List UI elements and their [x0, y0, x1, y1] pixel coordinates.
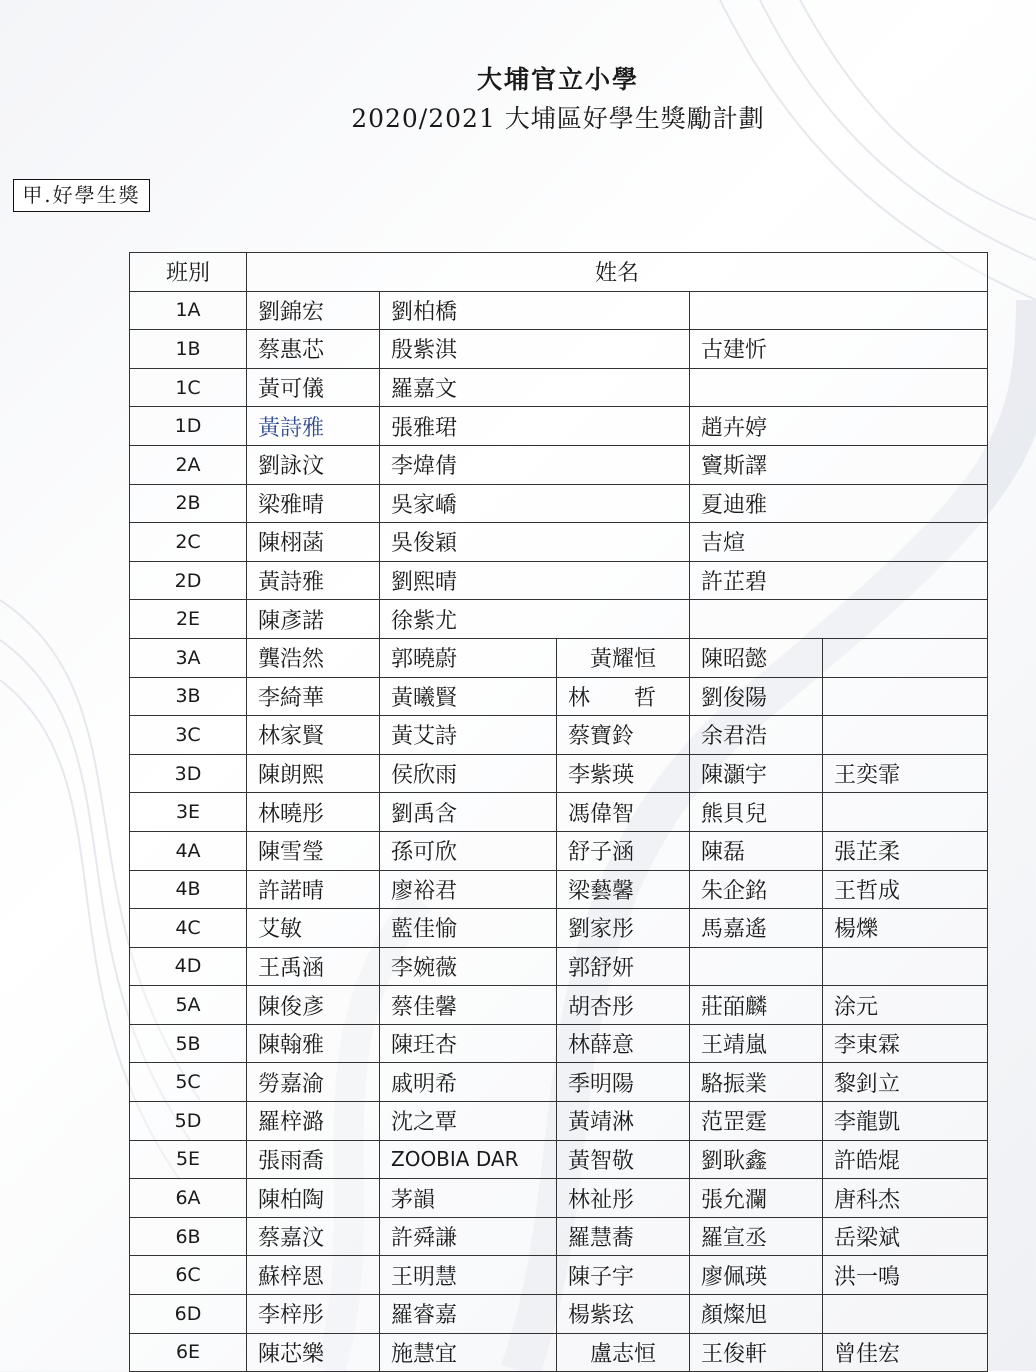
table-row — [130, 445, 988, 484]
name-cell: 涂元 — [823, 986, 988, 1025]
name-cell: 劉詠汶 — [247, 445, 380, 484]
name-cell: ZOOBIA DAR — [380, 1140, 557, 1179]
class-cell: 1D — [130, 407, 247, 446]
table-row — [130, 716, 988, 755]
table-row — [130, 484, 988, 523]
name-cell: 林曉彤 — [247, 793, 380, 832]
name-cell: 胡杏彤 — [557, 986, 690, 1025]
table-row — [130, 1024, 988, 1063]
name-cell: 梁藝馨 — [557, 870, 690, 909]
name-cell: 王靖嵐 — [690, 1024, 823, 1063]
name-cell: 岳梁斌 — [823, 1217, 988, 1256]
name-cell: 吳俊穎 — [380, 523, 690, 562]
class-cell: 6C — [130, 1256, 247, 1295]
name-cell: 楊紫玹 — [557, 1295, 690, 1334]
table-body — [130, 291, 988, 1372]
name-cell — [690, 368, 988, 407]
name-cell: 黃耀恒 — [557, 638, 690, 677]
name-cell: 陳彥諾 — [247, 600, 380, 639]
name-cell: 黃艾詩 — [380, 716, 557, 755]
class-cell: 3B — [130, 677, 247, 716]
name-cell: 陳栩菡 — [247, 523, 380, 562]
class-cell: 4C — [130, 909, 247, 948]
name-cell — [823, 716, 988, 755]
table-row — [130, 1333, 988, 1372]
name-cell: 李婉薇 — [380, 947, 557, 986]
table-row — [130, 523, 988, 562]
class-cell: 2D — [130, 561, 247, 600]
name-cell: 范罡霆 — [690, 1102, 823, 1141]
name-cell: 王禹涵 — [247, 947, 380, 986]
class-cell: 3D — [130, 754, 247, 793]
name-cell: 劉禹含 — [380, 793, 557, 832]
class-cell: 6B — [130, 1217, 247, 1256]
class-cell: 2C — [130, 523, 247, 562]
table-row — [130, 1140, 988, 1179]
name-cell: 林祉彤 — [557, 1179, 690, 1218]
class-cell: 2A — [130, 445, 247, 484]
name-cell: 張雨喬 — [247, 1140, 380, 1179]
name-cell — [823, 677, 988, 716]
name-cell: 廖佩瑛 — [690, 1256, 823, 1295]
name-cell: 陳昭懿 — [690, 638, 823, 677]
name-cell: 艾敏 — [247, 909, 380, 948]
name-cell: 劉柏橋 — [380, 291, 690, 330]
name-cell: 駱振業 — [690, 1063, 823, 1102]
name-cell: 許芷碧 — [690, 561, 988, 600]
class-cell: 6A — [130, 1179, 247, 1218]
class-cell: 3C — [130, 716, 247, 755]
name-cell: 朱企銘 — [690, 870, 823, 909]
header-names: 姓名 — [247, 253, 988, 292]
table-row — [130, 407, 988, 446]
class-cell: 5A — [130, 986, 247, 1025]
name-cell: 黃詩雅 — [247, 561, 380, 600]
table-row — [130, 1063, 988, 1102]
name-cell: 侯欣雨 — [380, 754, 557, 793]
table-row — [130, 638, 988, 677]
table-row — [130, 1179, 988, 1218]
class-cell: 6E — [130, 1333, 247, 1372]
name-cell: 許舜謙 — [380, 1217, 557, 1256]
name-cell — [823, 1295, 988, 1334]
name-cell: 顏燦旭 — [690, 1295, 823, 1334]
name-cell: 劉熙晴 — [380, 561, 690, 600]
name-cell: 林 哲 — [557, 677, 690, 716]
name-cell: 羅睿嘉 — [380, 1295, 557, 1334]
class-cell: 2E — [130, 600, 247, 639]
award-table — [129, 252, 988, 1372]
name-cell: 陳磊 — [690, 831, 823, 870]
name-cell: 林家賢 — [247, 716, 380, 755]
name-cell: 羅嘉文 — [380, 368, 690, 407]
table-row — [130, 677, 988, 716]
class-cell: 5C — [130, 1063, 247, 1102]
name-cell: 李紫瑛 — [557, 754, 690, 793]
name-cell: 黃靖淋 — [557, 1102, 690, 1141]
name-cell: 張雅珺 — [380, 407, 690, 446]
name-cell: 李東霖 — [823, 1024, 988, 1063]
name-cell: 劉俊陽 — [690, 677, 823, 716]
name-cell: 熊貝兒 — [690, 793, 823, 832]
class-cell: 5E — [130, 1140, 247, 1179]
class-cell: 1A — [130, 291, 247, 330]
name-cell: 廖裕君 — [380, 870, 557, 909]
class-cell: 3E — [130, 793, 247, 832]
table-row — [130, 1102, 988, 1141]
name-cell: 趙卉婷 — [690, 407, 988, 446]
name-cell: 黃智敬 — [557, 1140, 690, 1179]
name-cell: 林薛意 — [557, 1024, 690, 1063]
name-cell: 劉錦宏 — [247, 291, 380, 330]
name-cell: 戚明希 — [380, 1063, 557, 1102]
table-row — [130, 831, 988, 870]
name-cell: 王哲成 — [823, 870, 988, 909]
name-cell: 曾佳宏 — [823, 1333, 988, 1372]
table-row — [130, 870, 988, 909]
name-cell: 盧志恒 — [557, 1333, 690, 1372]
name-cell: 季明陽 — [557, 1063, 690, 1102]
name-cell: 蔡惠芯 — [247, 330, 380, 369]
class-cell: 5B — [130, 1024, 247, 1063]
name-cell: 吳家嶠 — [380, 484, 690, 523]
name-cell: 孫可欣 — [380, 831, 557, 870]
class-cell: 4A — [130, 831, 247, 870]
table-row — [130, 600, 988, 639]
name-cell — [690, 600, 988, 639]
name-cell: 許皓焜 — [823, 1140, 988, 1179]
name-cell: 徐紫尤 — [380, 600, 690, 639]
name-cell: 蘇梓恩 — [247, 1256, 380, 1295]
name-cell: 沈之覃 — [380, 1102, 557, 1141]
name-cell: 黎釗立 — [823, 1063, 988, 1102]
name-cell: 竇斯譯 — [690, 445, 988, 484]
class-cell: 4D — [130, 947, 247, 986]
document-subtitle: 2020/2021 大埔區好學生獎勵計劃 — [351, 104, 765, 133]
name-cell: 陳玨杏 — [380, 1024, 557, 1063]
name-cell: 郭曉蔚 — [380, 638, 557, 677]
table-row — [130, 561, 988, 600]
table-row — [130, 909, 988, 948]
name-cell: 陳灝宇 — [690, 754, 823, 793]
name-cell: 陳翰雅 — [247, 1024, 380, 1063]
table-row — [130, 1295, 988, 1334]
name-cell: 許諾晴 — [247, 870, 380, 909]
header-class: 班別 — [130, 253, 247, 292]
name-cell: 古建忻 — [690, 330, 988, 369]
class-cell: 6D — [130, 1295, 247, 1334]
name-cell: 李綺華 — [247, 677, 380, 716]
name-cell: 李梓彤 — [247, 1295, 380, 1334]
name-cell: 夏迪雅 — [690, 484, 988, 523]
name-cell: 陳朗熙 — [247, 754, 380, 793]
table-row — [130, 368, 988, 407]
name-cell: 李龍凱 — [823, 1102, 988, 1141]
table-row — [130, 947, 988, 986]
name-cell: 楊爍 — [823, 909, 988, 948]
table-row — [130, 754, 988, 793]
class-cell: 5D — [130, 1102, 247, 1141]
name-cell: 張芷柔 — [823, 831, 988, 870]
table-header-row — [130, 253, 988, 292]
name-cell: 黃可儀 — [247, 368, 380, 407]
table-row — [130, 330, 988, 369]
name-cell: 劉耿鑫 — [690, 1140, 823, 1179]
name-cell: 唐科杰 — [823, 1179, 988, 1218]
name-cell: 勞嘉渝 — [247, 1063, 380, 1102]
name-cell — [823, 793, 988, 832]
name-cell — [690, 947, 823, 986]
section-label: 甲.好學生獎 — [13, 179, 150, 212]
name-cell: 羅梓潞 — [247, 1102, 380, 1141]
name-cell: 蔡寶鈴 — [557, 716, 690, 755]
table-row — [130, 1256, 988, 1295]
name-cell: 黃曦賢 — [380, 677, 557, 716]
name-cell: 殷紫淇 — [380, 330, 690, 369]
class-cell: 1B — [130, 330, 247, 369]
name-cell: 藍佳愉 — [380, 909, 557, 948]
name-cell: 莊皕麟 — [690, 986, 823, 1025]
table-row — [130, 291, 988, 330]
table-row — [130, 793, 988, 832]
name-cell: 吉煊 — [690, 523, 988, 562]
name-cell: 施慧宜 — [380, 1333, 557, 1372]
name-cell: 劉家彤 — [557, 909, 690, 948]
name-cell: 梁雅晴 — [247, 484, 380, 523]
name-cell: 馬嘉遙 — [690, 909, 823, 948]
name-cell: 蔡嘉汶 — [247, 1217, 380, 1256]
name-cell — [690, 291, 988, 330]
table-row — [130, 1217, 988, 1256]
name-cell: 龔浩然 — [247, 638, 380, 677]
class-cell: 2B — [130, 484, 247, 523]
name-cell: 羅慧蕎 — [557, 1217, 690, 1256]
table-row — [130, 986, 988, 1025]
name-cell: 李煒倩 — [380, 445, 690, 484]
name-cell: 王奕霏 — [823, 754, 988, 793]
name-cell — [823, 947, 988, 986]
name-cell: 舒子涵 — [557, 831, 690, 870]
name-cell: 余君浩 — [690, 716, 823, 755]
name-cell: 郭舒妍 — [557, 947, 690, 986]
class-cell: 1C — [130, 368, 247, 407]
name-cell: 洪一鳴 — [823, 1256, 988, 1295]
name-cell: 馮偉智 — [557, 793, 690, 832]
name-cell: 陳雪瑩 — [247, 831, 380, 870]
name-cell: 陳子宇 — [557, 1256, 690, 1295]
name-cell — [823, 638, 988, 677]
name-cell: 陳芯樂 — [247, 1333, 380, 1372]
school-title: 大埔官立小學 — [476, 65, 639, 94]
name-cell: 王俊軒 — [690, 1333, 823, 1372]
name-cell: 茅韻 — [380, 1179, 557, 1218]
name-cell: 羅宣丞 — [690, 1217, 823, 1256]
name-cell: 陳俊彥 — [247, 986, 380, 1025]
name-cell: 王明慧 — [380, 1256, 557, 1295]
name-cell: 陳柏陶 — [247, 1179, 380, 1218]
name-cell: 黃詩雅 — [247, 407, 380, 446]
class-cell: 3A — [130, 638, 247, 677]
class-cell: 4B — [130, 870, 247, 909]
name-cell: 張允瀾 — [690, 1179, 823, 1218]
name-cell: 蔡佳馨 — [380, 986, 557, 1025]
